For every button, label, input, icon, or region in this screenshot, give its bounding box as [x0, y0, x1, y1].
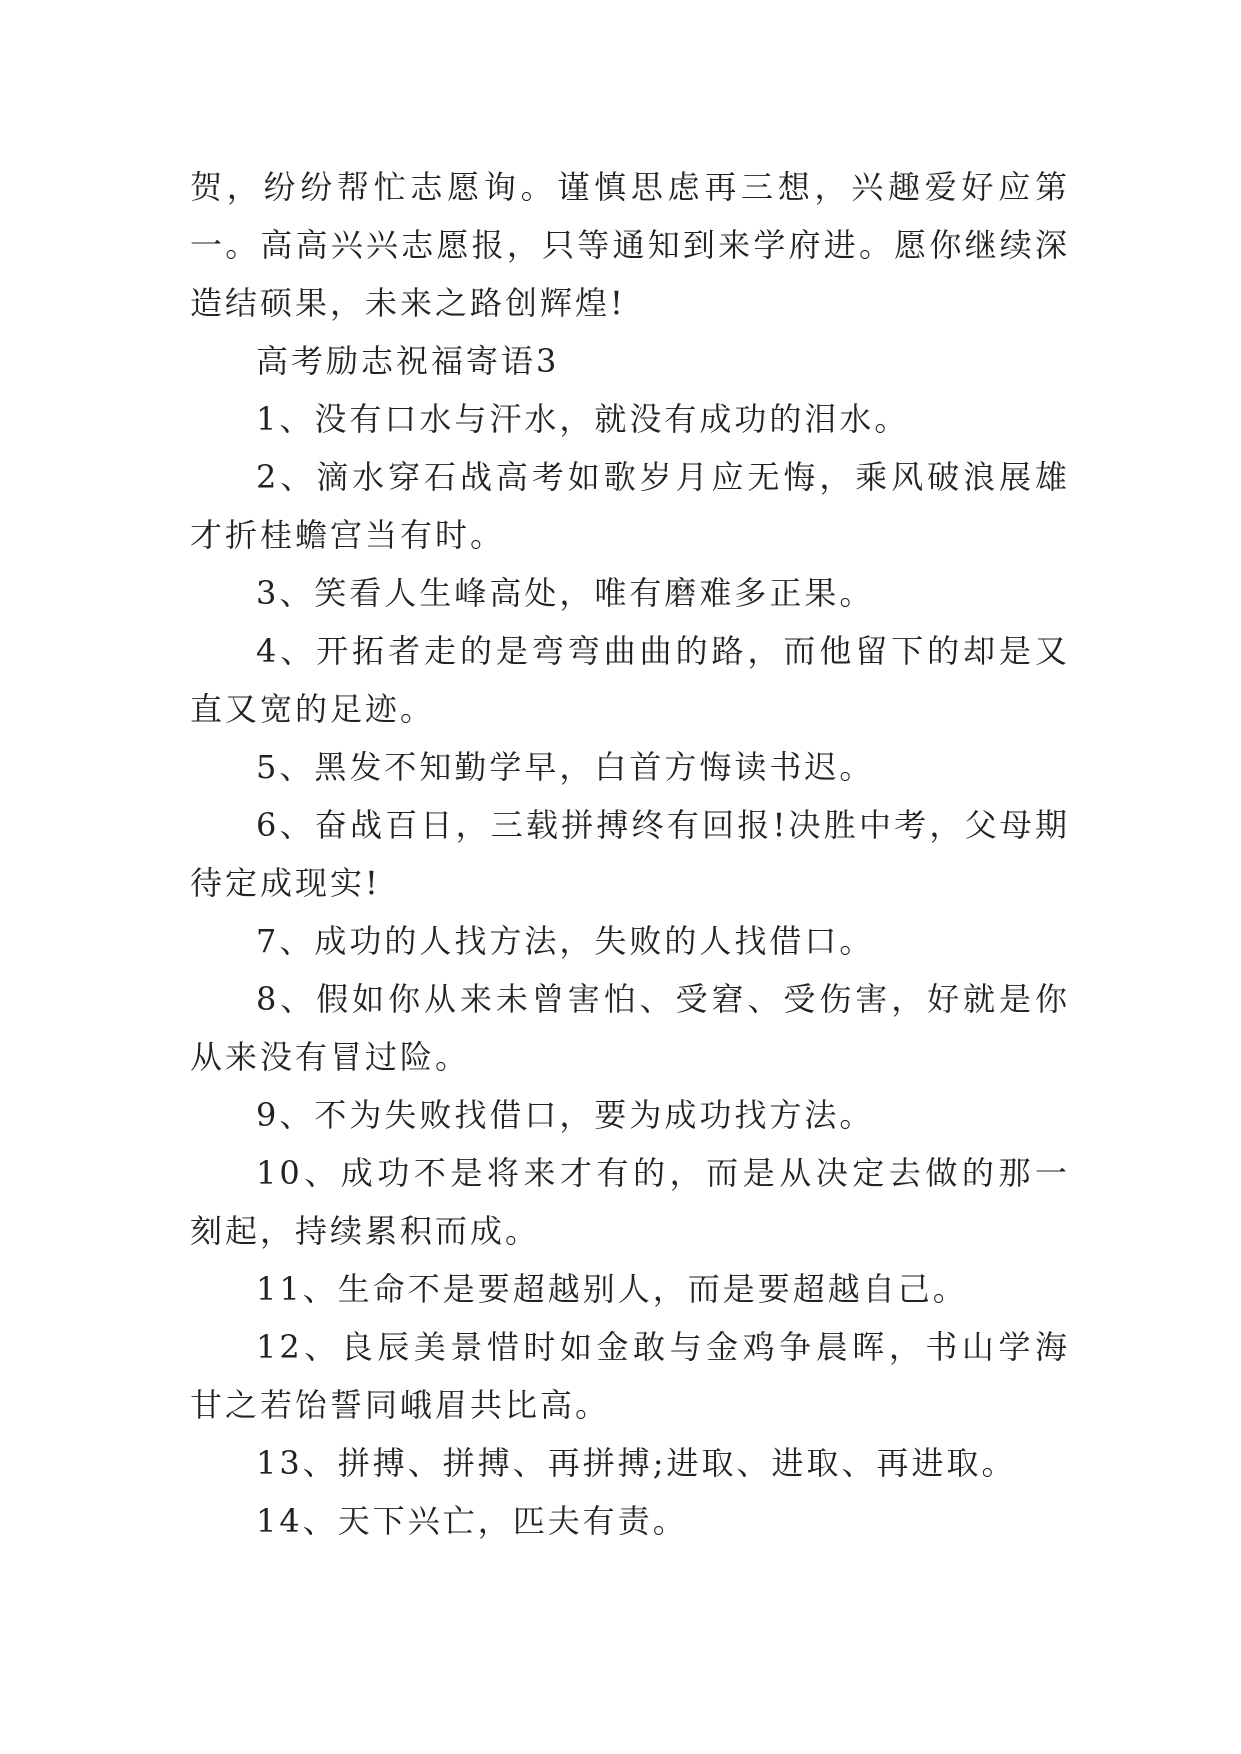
- list-item-4: 4、开拓者走的是弯弯曲曲的路，而他留下的却是又直又宽的足迹。: [190, 632, 1070, 728]
- list-item-12: 12、良辰美景惜时如金敢与金鸡争晨晖，书山学海甘之若饴誓同峨眉共比高。: [190, 1328, 1070, 1424]
- section-heading: 高考励志祝福寄语3: [256, 342, 560, 380]
- list-item-1: 1、没有口水与汗水，就没有成功的泪水。: [256, 400, 910, 438]
- list-item-10: 10、成功不是将来才有的，而是从决定去做的那一刻起，持续累积而成。: [190, 1154, 1070, 1250]
- list-item-7: 7、成功的人找方法，失败的人找借口。: [256, 922, 875, 960]
- list-item-3: 3、笑看人生峰高处，唯有磨难多正果。: [256, 574, 875, 612]
- list-item-8: 8、假如你从来未曾害怕、受窘、受伤害，好就是你从来没有冒过险。: [190, 980, 1070, 1076]
- list-item-9: 9、不为失败找借口，要为成功找方法。: [256, 1096, 875, 1134]
- list-item-13: 13、拼搏、拼搏、再拼搏;进取、进取、再进取。: [256, 1444, 1017, 1482]
- document-body: [190, 158, 1070, 1550]
- list-item-5: 5、黑发不知勤学早，白首方悔读书迟。: [256, 748, 875, 786]
- list-item-11: 11、生命不是要超越别人，而是要超越自己。: [256, 1270, 968, 1308]
- list-item-14: 14、天下兴亡，匹夫有责。: [256, 1502, 688, 1540]
- list-item-2: 2、滴水穿石战高考如歌岁月应无悔，乘风破浪展雄才折桂蟾宫当有时。: [190, 458, 1070, 554]
- list-item-6: 6、奋战百日，三载拼搏终有回报!决胜中考，父母期待定成现实!: [190, 806, 1070, 902]
- paragraph-continued: 贺，纷纷帮忙志愿询。谨慎思虑再三想，兴趣爱好应第一。高高兴兴志愿报，只等通知到来学府进。愿你继续深造结硕果，未来之路创辉煌!: [190, 168, 1070, 322]
